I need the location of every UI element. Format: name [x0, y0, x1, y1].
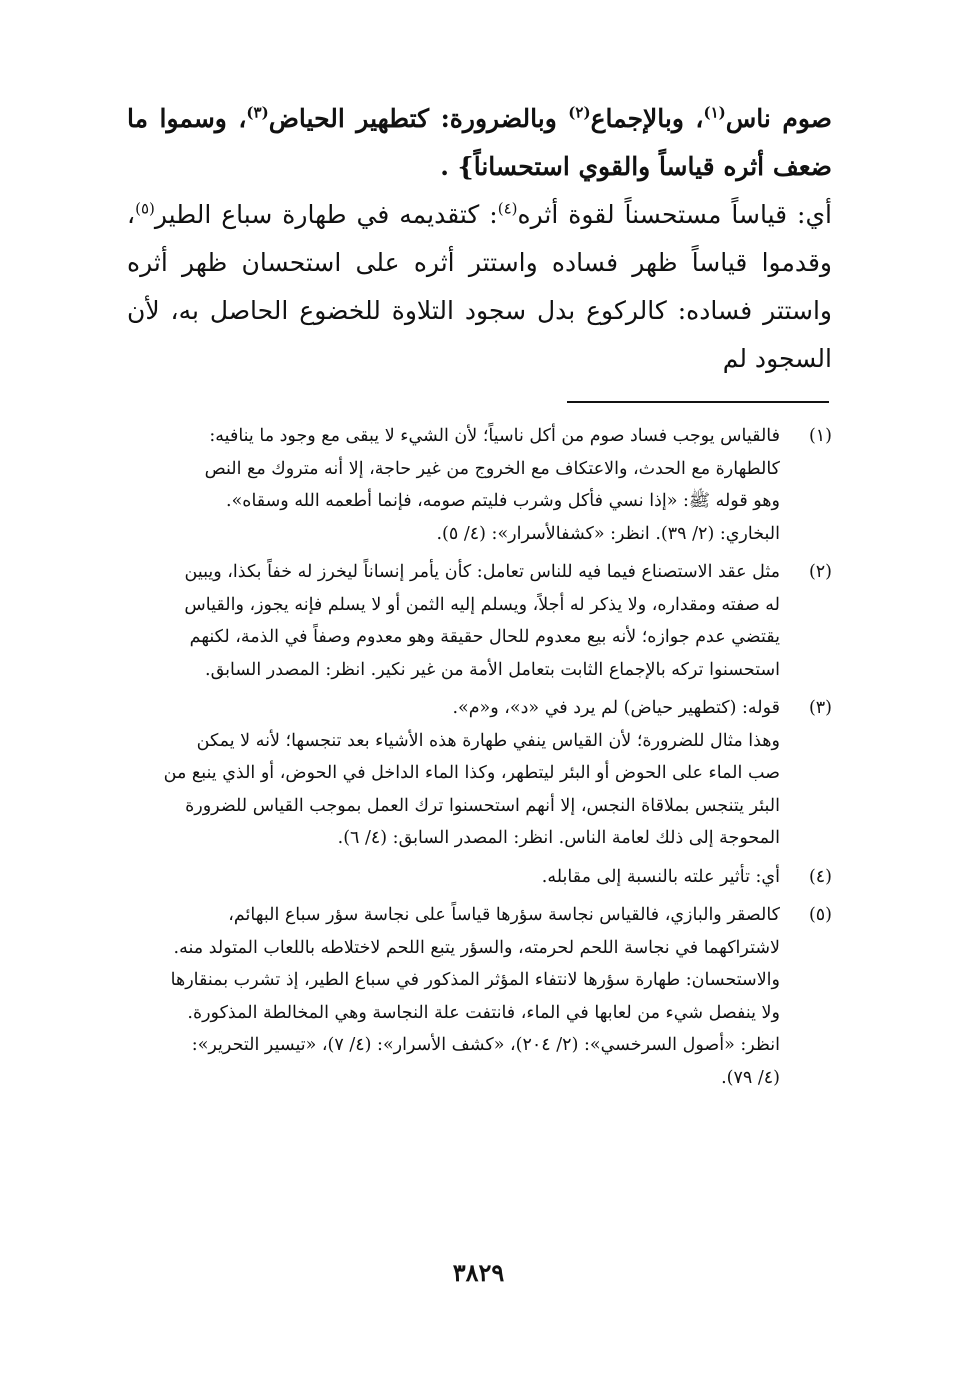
- footnote-3: [127, 692, 832, 855]
- text-run: : كتقديمه في طهارة سباع الطير: [154, 200, 498, 229]
- footnote-4: [127, 861, 832, 894]
- footnote-line: أي: تأثير علته بالنسبة إلى مقابله.: [541, 866, 780, 887]
- footnote-ref-1[interactable]: (١): [703, 103, 726, 122]
- footnote-line: له صفته ومقداره، ولا يذكر له أجلاً، ويسلم إليه الثمن أو لا يسلم فإنه يجوز، والقياس: [184, 594, 780, 615]
- text-run: ، وبالإجماع: [590, 104, 704, 133]
- footnote-ref-4[interactable]: (٤): [497, 199, 518, 218]
- footnote-number: (١): [808, 426, 832, 446]
- footnote-line: وهو قوله ﷺ: «إذا نسي فأكل وشرب فليتم صومه، فإنما أطعمه الله وسقاه».: [226, 491, 780, 511]
- footnote-5: [127, 899, 832, 1094]
- text-run: ، وقدموا قياساً ظهر فساده واستتر أثره على استحسان ظهر أثره واستتر فساده: كالركوع بدل سجود التلاوة للخضوع الحاصل به، لأن السجود لم: [127, 200, 832, 373]
- text-run: وبالضرورة: كتطهير الحياض: [268, 104, 569, 133]
- footnote-line: يقتضي عدم جوازه؛ لأنه بيع معدوم للحال حقيقة وهو معدوم وصفاً في الذمة، لكنهم: [189, 627, 780, 647]
- footnote-line: (٤/ ٧٩).: [721, 1067, 780, 1088]
- main-paragraph-1: [127, 95, 832, 191]
- page-number: ٣٨٢٩: [452, 1258, 505, 1287]
- text-run: أي: قياساً مستحسناً لقوة أثره: [517, 200, 832, 229]
- footnote-line: قوله: (كتطهير حياض) لم يرد في «د»، و«م».: [452, 698, 780, 718]
- footnote-line: وهذا مثال للضرورة؛ لأن القياس ينفي طهارة هذه الأشياء بعد تنجسها؛ لأنه لا يمكن: [196, 730, 780, 751]
- text-run: صوم ناس: [725, 104, 832, 133]
- footnotes: [127, 420, 832, 1100]
- footnote-line: انظر: «أصول السرخسي»: (٢/ ٢٠٤)، «كشف الأسرار»: (٤/ ٧)، «تيسير التحرير»:: [191, 1035, 780, 1055]
- text-run: ، وسموا ما ضعف أثره قياساً والقوي استحساناً} .: [127, 104, 832, 181]
- footnote-line: والاستحسان: طهارة سؤرها لانتفاء المؤثر المذكور في سباع الطير، إذ تشرب بمنقارها: [170, 970, 780, 990]
- footnote-line: لاشتراكهما في نجاسة اللحم لحرمته، والسؤر يتبع اللحم لاختلاطه باللعاب المتولد منه.: [173, 937, 780, 958]
- footnote-line: فالقياس يوجب فساد صوم من أكل ناسياً؛ لأن الشيء لا يبقى مع وجود ما ينافيه:: [209, 426, 780, 446]
- footnote-ref-5[interactable]: (٥): [135, 199, 155, 218]
- footnote-2: [127, 556, 832, 686]
- footnote-line: البئر يتنجس بملاقاة النجس، إلا أنهم استحسنوا ترك العمل بموجب القياس للضرورة: [185, 795, 780, 816]
- footnote-number: (٢): [808, 562, 832, 582]
- main-text: [127, 95, 832, 383]
- footnote-line: المحوجة إلى ذلك لعامة الناس. انظر: المصدر السابق: (٤/ ٦).: [337, 828, 780, 848]
- main-paragraph-2: [127, 191, 832, 383]
- footnote-1: [127, 420, 832, 550]
- footnote-number: (٤): [808, 866, 832, 887]
- footnote-divider: [567, 401, 829, 403]
- footnote-line: مثل عقد الاستصناع فيما فيه للناس تعامل: كأن يأمر إنساناً ليخرز له خفاً بكذا، ويبين: [184, 562, 780, 582]
- footnote-ref-2[interactable]: (٢): [568, 103, 591, 122]
- footnote-line: البخاري: (٢/ ٣٩). انظر: «كشفالأسرار»: (٤/ ٥).: [436, 523, 780, 544]
- footnote-line: ولا ينفصل شيء من لعابها في الماء، فانتفت علة النجاسة وهي المخالطة المذكورة.: [187, 1002, 780, 1023]
- footnote-ref-3[interactable]: (٣): [246, 103, 269, 122]
- footnote-line: كالطهارة مع الحدث، والاعتكاف مع الخروج من غير حاجة، إلا أنه متروك مع النص: [204, 458, 780, 479]
- footnote-number: (٥): [808, 905, 832, 925]
- footnote-line: صب الماء على الحوض أو البئر ليتطهر، وكذا الماء الداخل في الحوض، أو الذي ينبع من: [163, 763, 780, 783]
- footnote-number: (٣): [808, 698, 832, 718]
- footnote-line: كالصقر والبازي، فالقياس نجاسة سؤرها قياساً على نجاسة سؤر سباع البهائم،: [228, 905, 780, 925]
- footnote-line: استحسنوا تركه بالإجماع الثابت بتعامل الأمة من غير نكير. انظر: المصدر السابق.: [205, 659, 780, 680]
